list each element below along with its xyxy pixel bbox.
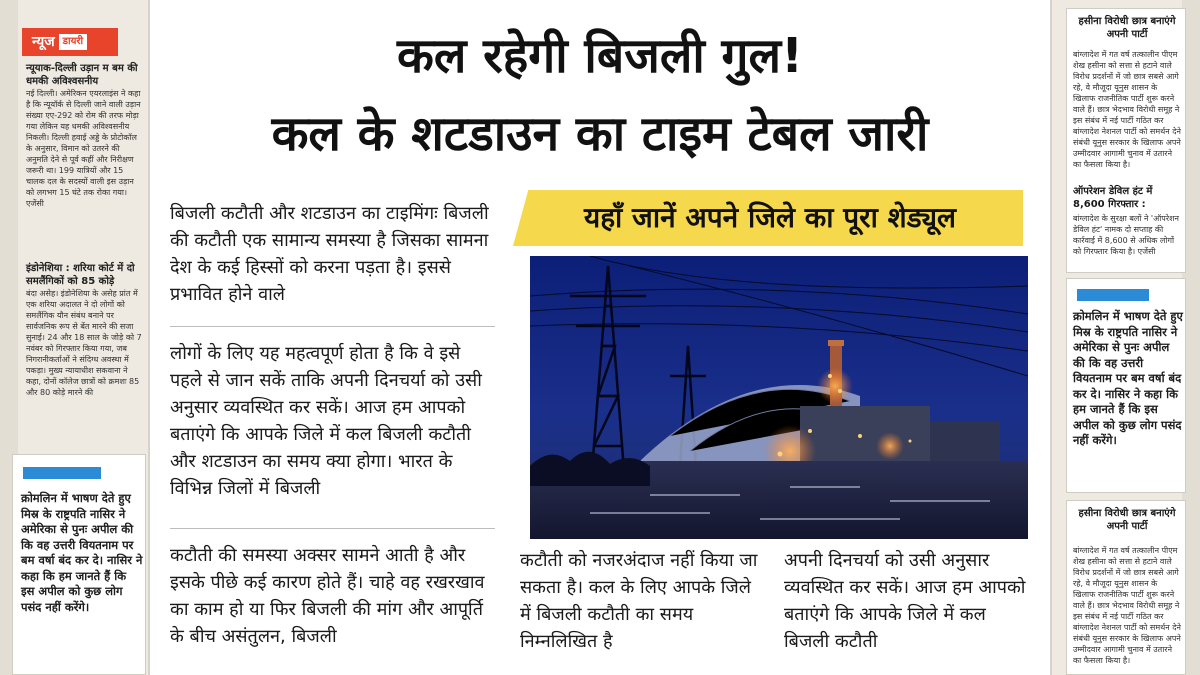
article-para-2: लोगों के लिए यह महत्वपूर्ण होता है कि वे इसे पहले से जान सकें ताकि अपनी दिनचर्या को उसी अनुसार व्यवस्थित कर सकें। आज हम आपको बताएंगे कि आपके जिले में कल बिजली कटौती और शटडाउन का समय क्या होगा। भारत के विभिन्न जिलों में बिजली xyxy=(170,343,482,499)
right-story-4-body: बांग्लादेश में गत वर्ष तत्कालीन पीएम शेख हसीना को सत्ता से हटाने वाले विरोध प्रदर्शनों में जो छात्र सबसे आगे रहे, वे मौजूदा यूनुस शासन के खिलाफ राजनीतिक पार्टी शुरू करने वाले हैं। छात्र भेदभाव विरोधी समूह ने इस संबंध में नई पार्टी गठित कर बांग्लादेश नेशनल पार्टी को समर्थन देने संबंधी यूनुस सरकार के खिलाफ अपने उम्मीदवार आगामी चुनाव में उतारने का फैसला किया है। xyxy=(1073,546,1181,665)
left-newspaper-column xyxy=(0,0,150,675)
left-story-1 xyxy=(26,62,144,209)
right-story-1-box xyxy=(1066,8,1186,273)
article-para-5: अपनी दिनचर्या को उसी अनुसार व्यवस्थित कर सकें। आज हम आपको बताएंगे कि आपके जिले में कल बिजली कटौती xyxy=(784,550,1026,652)
right-newspaper-column xyxy=(1050,0,1200,675)
news-diary-logo xyxy=(22,28,118,56)
blue-bar xyxy=(1077,289,1149,301)
right-story-3-box xyxy=(1066,278,1186,493)
right-story-3: क्रोमलिन में भाषण देते हुए मिस्र के राष्ट्रपति नासिर ने अमेरिका से पुनः अपील की कि वह उत्तरी वियतनाम पर बम वर्षा बंद कर दे। नासिर ने कहा कि हम जानते हैं कि इस अपील को कुछ लोग पसंद नहीं करेंगे। xyxy=(1073,309,1183,447)
left-story-2-headline: इंडोनेशिया : शरिया कोर्ट में दो समलैंगिकों को 85 कोड़े xyxy=(26,263,135,287)
left-story-2-body: बंदा असेह। इंडोनेशिया के असेह प्रांत में एक शरिया अदालत ने दो लोगों को समलैंगिक यौन संबंध बनाने पर सार्वजनिक रूप से बेंत मारने की सजा सुनाई। 24 और 18 साल के जोड़े को 7 नवंबर को गिरफ्तार किया गया, जब निगरानीकर्ताओं ने संदिग्ध अवस्था में पकड़ा। मुख्य न्यायाधीश सकवाना ने कहा, दोनों कॉलेज छात्रों को क्रमशः 85 और 80 कोड़े मारने की xyxy=(26,289,142,397)
right-story-2-headline: ऑपरेशन डेविल हंट में 8,600 गिरफ्तार : xyxy=(1073,186,1153,210)
logo-sub: डायरी xyxy=(59,34,87,50)
right-story-1-body: बांग्लादेश में गत वर्ष तत्कालीन पीएम शेख हसीना को सत्ता से हटाने वाले विरोध प्रदर्शनों में जो छात्र सबसे आगे रहे, वे मौजूदा यूनुस शासन के खिलाफ राजनीतिक पार्टी शुरू करने वाले हैं। छात्र भेदभाव विरोधी समूह ने इस संबंध में नई पार्टी गठित कर बांग्लादेश नेशनल पार्टी को समर्थन देने संबंधी यूनुस सरकार के खिलाफ अपने उम्मीदवार आगामी चुनाव में उतारने का फैसला किया है। xyxy=(1073,50,1181,169)
right-story-4-headline: हसीना विरोधी छात्र बनाएंगे अपनी पार्टी xyxy=(1078,508,1176,532)
right-story-1-headline: हसीना विरोधी छात्र बनाएंगे अपनी पार्टी xyxy=(1078,16,1176,40)
right-story-4-box xyxy=(1066,500,1186,675)
headline-line-2: कल के शटडाउन का टाइम टेबल जारी xyxy=(271,106,929,162)
right-story-2-body: बांग्लादेश के सुरक्षा बलों ने 'ऑपरेशन डेविल हंट' नामक दो सप्ताह की कार्रवाई में 8,600 से अधिक लोगों को गिरफ्तार किया है। एजेंसी xyxy=(1073,214,1180,256)
left-story-3-box xyxy=(12,454,146,675)
power-plant-photo xyxy=(530,256,1028,539)
article-para-3: कटौती की समस्या अक्सर सामने आती है और इसके पीछे कई कारण होते हैं। चाहे वह रखरखाव का काम हो या फिर बिजली की मांग और आपूर्ति के बीच असंतुलन, बिजली xyxy=(170,545,485,647)
logo-main: न्यूज xyxy=(32,34,55,50)
left-story-1-body: नई दिल्ली। अमेरिकन एयरलाइंस ने कहा है कि न्यूयॉर्क से दिल्ली जाने वाली उड़ान संख्या एए-292 को रोम की तरफ मोड़ा गया लेकिन यह धमकी अविश्वसनीय निकली। दिल्ली हवाई अड्डे के प्रोटोकॉल के अनुसार, विमान को उतरने की अनुमति देने से पूर्व कहीं और निरीक्षण जरूरी था। 199 यात्रियों और 15 चालक दल के सदस्यों वाली इस उड़ान को लगभग 15 घंटे तक रोका गया। एजेंसी xyxy=(26,89,141,208)
left-story-2 xyxy=(26,262,144,398)
left-story-1-headline: न्यूयाक-दिल्ली उड़ान म बम की धमकी अविश्वसनीय xyxy=(26,63,138,87)
schedule-banner-text: यहाँ जानें अपने जिले का पूरा शेड्यूल xyxy=(583,201,957,234)
blue-bar xyxy=(23,467,101,479)
headline-line-1: कल रहेगी बिजली गुल! xyxy=(396,28,803,84)
divider xyxy=(170,528,495,529)
left-story-3: क्रोमलिन में भाषण देते हुए मिस्र के राष्ट्रपति नासिर ने अमेरिका से पुनः अपील की कि वह उत्तरी वियतनाम पर बम वर्षा बंद कर दे। नासिर ने कहा कि हम जानते हैं कि इस अपील को कुछ लोग पसंद नहीं करेंगे। xyxy=(21,491,143,614)
divider xyxy=(170,326,495,327)
article-para-1: बिजली कटौती और शटडाउन का टाइमिंगः बिजली की कटौती एक सामान्य समस्या है जिसका सामना देश के कई हिस्सों को करना पड़ता है। इससे प्रभावित होने वाले xyxy=(170,203,489,305)
article-para-4: कटौती को नजरअंदाज नहीं किया जा सकता है। कल के लिए आपके जिले में बिजली कटौती का समय निम्नलिखित है xyxy=(520,550,758,652)
